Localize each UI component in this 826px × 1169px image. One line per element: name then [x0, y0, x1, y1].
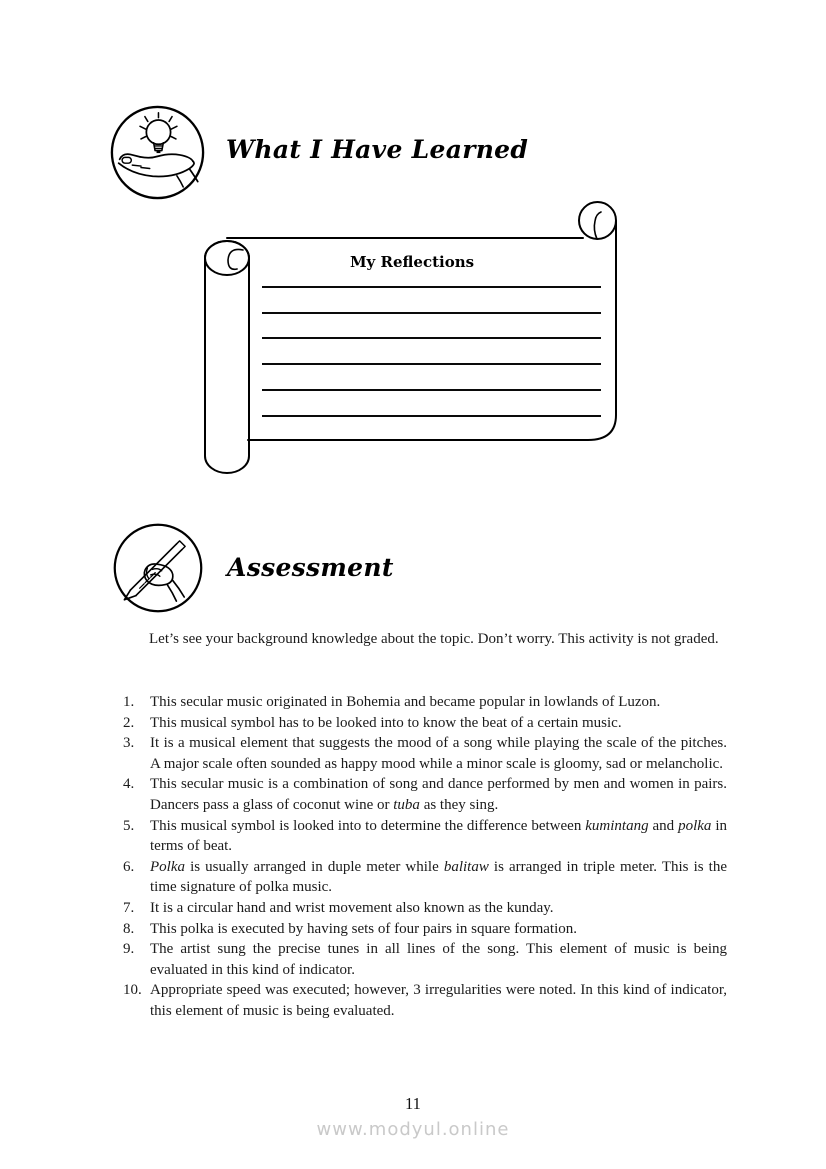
item-number: 4.	[123, 776, 135, 793]
item-number: 6.	[123, 858, 135, 875]
item-text: It is a musical element that suggests the mood of a song while playing the scale of the pitches. A major scale often sounded as happy mood while a minor scale is gloomy, sad or melancholic.	[150, 735, 727, 772]
item-text: This secular music originated in Bohemia and became popular in lowlands of Luzon.	[150, 694, 661, 710]
hand-writing-pencil-icon	[112, 522, 204, 614]
item-number: 5.	[123, 817, 135, 834]
reflections-scroll	[203, 200, 633, 485]
assessment-item	[100, 774, 727, 815]
assessment-item	[100, 857, 727, 898]
item-number: 10.	[123, 982, 142, 999]
watermark-url: www.modyul.online	[316, 1119, 510, 1140]
assessment-intro: Let’s see your background knowledge about the topic. Don’t worry. This activity is not graded.	[149, 631, 719, 647]
assessment-item	[100, 692, 727, 713]
item-text: Polka is usually arranged in duple meter while balitaw is arranged in triple meter. This is the time signature of polka music.	[150, 858, 727, 896]
lightbulb-in-hand-icon	[109, 104, 206, 201]
item-text: This secular music is a combination of song and dance performed by men and women in pairs. Dancers pass a glass of coconut wine or tuba as they sing.	[150, 776, 727, 813]
assessment-item	[100, 898, 727, 919]
section-title-what-i-have-learned: What I Have Learned	[226, 135, 529, 164]
item-text: The artist sung the precise tunes in all lines of the song. This element of music is being evaluated in this kind of indicator.	[150, 941, 727, 978]
item-number: 2.	[123, 714, 135, 731]
reflection-lines	[262, 286, 601, 426]
item-number: 1.	[123, 694, 135, 710]
item-text: This musical symbol has to be looked into to know the beat of a certain music.	[150, 714, 622, 731]
reflection-writing-line	[262, 286, 601, 288]
assessment-item	[100, 919, 727, 940]
assessment-item	[100, 713, 727, 734]
item-number: 7.	[123, 899, 135, 916]
item-number: 8.	[123, 920, 135, 937]
item-text: Appropriate speed was executed; however, 3 irregularities were noted. In this kind of indicator, this element of music is being evaluated.	[150, 982, 727, 1019]
item-number: 9.	[123, 941, 135, 958]
item-text: This musical symbol is looked into to determine the difference between kumintang and polka in terms of beat.	[150, 817, 727, 855]
item-text: It is a circular hand and wrist movement also known as the kunday.	[150, 899, 554, 916]
assessment-item	[100, 939, 727, 980]
item-text: This polka is executed by having sets of four pairs in square formation.	[150, 920, 577, 937]
reflections-title: My Reflections	[349, 253, 475, 271]
assessment-item	[100, 980, 727, 1021]
item-number: 3.	[123, 735, 135, 752]
reflection-writing-line	[262, 312, 601, 314]
section-title-assessment: Assessment	[227, 553, 394, 582]
reflection-writing-line	[262, 363, 601, 365]
assessment-item	[100, 733, 727, 774]
reflection-writing-line	[262, 415, 601, 417]
assessment-item	[100, 816, 727, 857]
reflection-writing-line	[262, 337, 601, 339]
reflection-writing-line	[262, 389, 601, 391]
page-number: 11	[405, 1094, 421, 1113]
assessment-list	[100, 692, 727, 1022]
